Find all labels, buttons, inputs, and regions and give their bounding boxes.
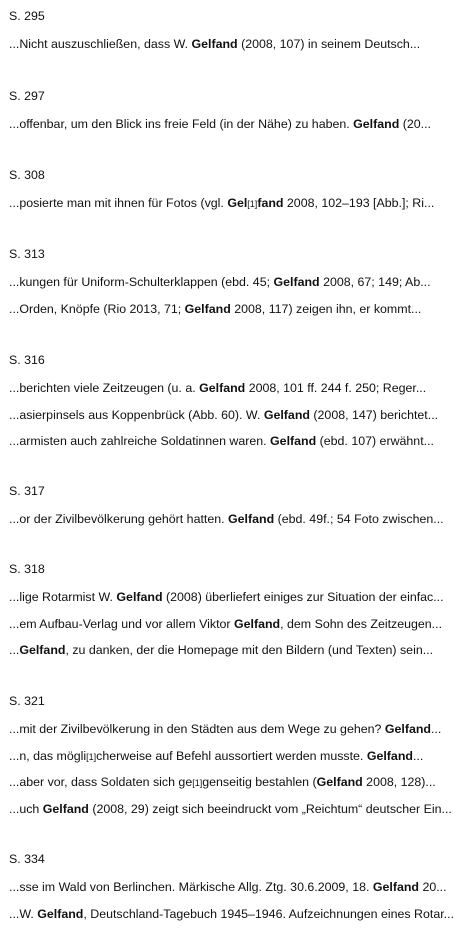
snippet-text: , dem Sohn des Zeitzeugen... bbox=[280, 616, 443, 631]
snippet-text: 20... bbox=[419, 880, 447, 894]
search-snippet[interactable] bbox=[9, 195, 457, 212]
page-number: S. 295 bbox=[9, 9, 45, 23]
snippet-text: ...uch bbox=[9, 801, 43, 816]
search-snippet[interactable] bbox=[9, 301, 457, 317]
page-number: S. 297 bbox=[9, 89, 45, 103]
search-snippet[interactable] bbox=[9, 36, 457, 52]
snippet-text: ...offenbar, um den Blick ins freie Feld (in der Nähe) zu haben. bbox=[9, 117, 354, 131]
snippet-text: ...posierte man mit ihnen für Fotos (vgl. bbox=[9, 196, 228, 210]
highlighted-term: Gelfand bbox=[42, 801, 89, 816]
search-snippet[interactable] bbox=[9, 879, 457, 895]
snippet-text: 2008, 117) zeigen ihn, er kommt... bbox=[230, 301, 422, 316]
snippet-text: 2008, 128)... bbox=[362, 775, 436, 789]
snippet-text: ...lige Rotarmist W. bbox=[9, 590, 117, 604]
search-snippet[interactable] bbox=[9, 748, 457, 765]
snippet-text: ...mit der Zivilbevölkerung in den Städten aus dem Wege zu gehen? bbox=[9, 722, 385, 736]
highlighted-term: Gelfand bbox=[37, 906, 84, 921]
search-snippet[interactable] bbox=[9, 906, 457, 922]
highlighted-term: Gelfand bbox=[199, 381, 246, 395]
snippet-text: 2008, 67; 149; Ab... bbox=[319, 275, 431, 289]
page-number: S. 317 bbox=[9, 484, 45, 498]
snippet-text: (2008, 147) berichtet... bbox=[309, 407, 439, 422]
page-number: S. 316 bbox=[9, 353, 45, 367]
search-snippet[interactable] bbox=[9, 616, 457, 632]
search-snippet[interactable] bbox=[9, 801, 457, 817]
snippet-text: ...n, das mögli bbox=[9, 748, 87, 763]
snippet-text: ...armisten auch zahlreiche Soldatinnen waren. bbox=[9, 434, 271, 448]
snippet-text: ...aber vor, dass Soldaten sich ge bbox=[9, 775, 193, 789]
highlighted-term: Gelfand bbox=[366, 748, 413, 763]
snippet-text: ... bbox=[9, 643, 20, 657]
search-snippet[interactable] bbox=[9, 774, 457, 791]
snippet-text: ...asierpinsels aus Koppenbrück (Abb. 60). W. bbox=[9, 407, 264, 422]
snippet-text: 2008, 102–193 [Abb.]; Ri... bbox=[283, 196, 435, 210]
highlighted-term: fand bbox=[257, 196, 284, 210]
snippet-text: , zu danken, der die Homepage mit den Bildern (und Texten) sein... bbox=[65, 643, 434, 657]
highlighted-term: Gelfand bbox=[184, 301, 231, 316]
snippet-text: (ebd. 107) erwähnt... bbox=[316, 434, 434, 448]
snippet-text: ...W. bbox=[9, 906, 38, 921]
snippet-text: ...berichten viele Zeitzeugen (u. a. bbox=[9, 381, 200, 395]
search-snippet[interactable] bbox=[9, 433, 457, 449]
page-number: S. 321 bbox=[9, 694, 45, 708]
highlighted-term: Gelfand bbox=[191, 37, 238, 51]
snippet-text: genseitig bestahlen ( bbox=[202, 775, 317, 789]
snippet-text: ...or der Zivilbevölkerung gehört hatten. bbox=[9, 512, 229, 526]
snippet-text: ...Orden, Knöpfe (Rio 2013, 71; bbox=[9, 301, 185, 316]
search-snippet[interactable] bbox=[9, 511, 457, 527]
snippet-text: (2008, 107) in seinem Deutsch... bbox=[237, 37, 421, 51]
snippet-text: (20... bbox=[399, 117, 431, 131]
hyphen-marker: [1] bbox=[192, 778, 203, 788]
search-snippet[interactable] bbox=[9, 721, 457, 737]
highlighted-term: Gelfand bbox=[19, 643, 66, 657]
highlighted-term: Gelfand bbox=[228, 512, 275, 526]
highlighted-term: Gelfand bbox=[273, 275, 320, 289]
snippet-text: ... bbox=[412, 748, 424, 763]
snippet-text: cherweise auf Befehl aussortiert werden musste. bbox=[96, 748, 367, 763]
snippet-text: , Deutschland-Tagebuch 1945–1946. Aufzeichnungen eines Rotar... bbox=[83, 906, 454, 921]
highlighted-term: Gelfand bbox=[316, 775, 363, 789]
page-number: S. 334 bbox=[9, 852, 45, 866]
page-number: S. 313 bbox=[9, 247, 45, 261]
snippet-text: (ebd. 49f.; 54 Foto zwischen... bbox=[274, 512, 444, 526]
highlighted-term: Gelfand bbox=[353, 117, 400, 131]
highlighted-term: Gelfand bbox=[263, 407, 310, 422]
snippet-text: 2008, 101 ff. 244 f. 250; Reger... bbox=[245, 381, 427, 395]
search-snippet[interactable] bbox=[9, 274, 457, 290]
search-snippet[interactable] bbox=[9, 642, 457, 658]
hyphen-marker: [1] bbox=[247, 199, 258, 209]
search-snippet[interactable] bbox=[9, 407, 457, 423]
search-snippet[interactable] bbox=[9, 116, 457, 132]
snippet-text: ...kungen für Uniform-Schulterklappen (ebd. 45; bbox=[9, 275, 274, 289]
highlighted-term: Gelfand bbox=[234, 616, 281, 631]
highlighted-term: Gelfand bbox=[270, 434, 317, 448]
page-number: S. 318 bbox=[9, 562, 45, 576]
snippet-text: (2008, 29) zeigt sich beeindruckt vom „Reichtum“ deutscher Ein... bbox=[88, 801, 452, 816]
highlighted-term: Gelfand bbox=[384, 722, 431, 736]
snippet-text: ...Nicht auszuschließen, dass W. bbox=[9, 37, 192, 51]
highlighted-term: Gel bbox=[227, 196, 248, 210]
page-number: S. 308 bbox=[9, 168, 45, 182]
search-snippet[interactable] bbox=[9, 380, 457, 396]
snippet-text: ...em Aufbau-Verlag und vor allem Viktor bbox=[9, 616, 234, 631]
highlighted-term: Gelfand bbox=[372, 880, 419, 894]
snippet-text: (2008) überliefert einiges zur Situation der einfac... bbox=[162, 590, 444, 604]
snippet-text: ... bbox=[430, 722, 442, 736]
snippet-text: ...sse im Wald von Berlinchen. Märkische Allg. Ztg. 30.6.2009, 18. bbox=[9, 880, 373, 894]
highlighted-term: Gelfand bbox=[116, 590, 163, 604]
hyphen-marker: [1] bbox=[86, 751, 97, 762]
search-snippet[interactable] bbox=[9, 589, 457, 605]
